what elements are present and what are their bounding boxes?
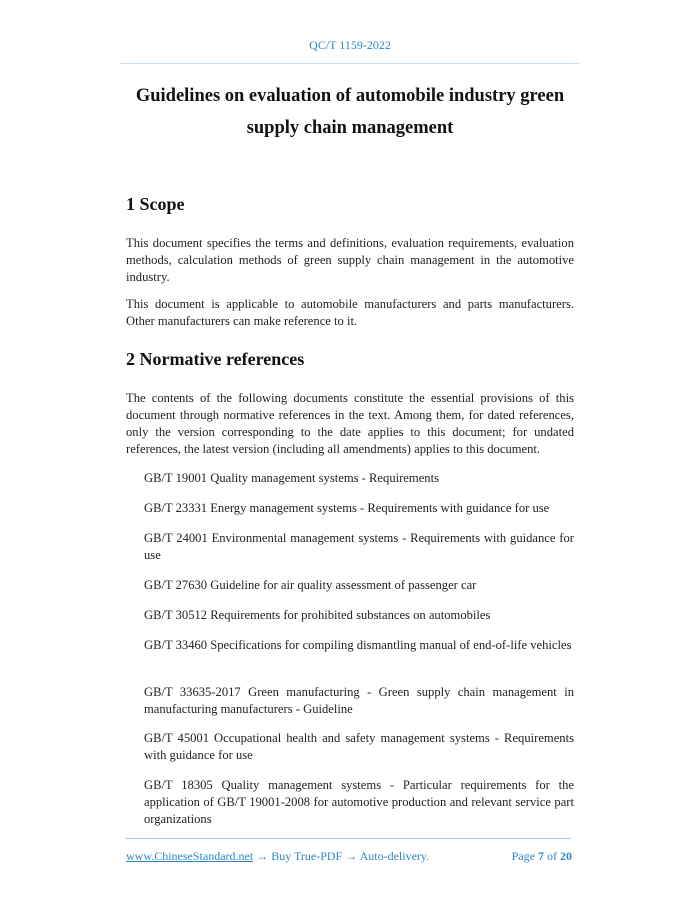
buy-true-pdf-text: Buy True-PDF — [271, 849, 343, 863]
page-label: Page — [511, 849, 535, 863]
document-title-line-1: Guidelines on evaluation of automobile industry green — [135, 86, 565, 106]
header-divider — [120, 63, 580, 64]
arrow-right-icon: → — [345, 849, 358, 863]
reference-item: GB/T 27630 Guideline for air quality assessment of passenger car — [144, 578, 477, 592]
page-total: 20 — [560, 849, 572, 863]
section-heading-normative-references: 2 Normative references — [126, 349, 305, 369]
arrow-right-icon: → — [256, 849, 269, 863]
reference-item: GB/T 33635-2017 Green manufacturing - Green supply chain management in manufacturing manufacturers - Guideline — [144, 685, 574, 716]
reference-item: GB/T 18305 Quality management systems - Particular requirements for the application of GB/T 19001-2008 for automotive production and relevant service part organizations — [144, 778, 574, 826]
reference-item: GB/T 24001 Environmental management systems - Requirements with guidance for use — [144, 531, 574, 562]
page-indicator — [512, 849, 572, 864]
reference-item: GB/T 45001 Occupational health and safety management systems - Requirements with guidance for use — [144, 731, 574, 762]
footer — [126, 849, 572, 864]
scope-paragraph: This document specifies the terms and definitions, evaluation requirements, evaluation methods, calculation methods of green supply chain management in the automotive industry. — [126, 236, 574, 284]
document-code-header: QC/T 1159-2022 — [309, 38, 391, 52]
reference-item: GB/T 33460 Specifications for compiling dismantling manual of end-of-life vehicles — [144, 638, 572, 652]
of-label: of — [547, 849, 557, 863]
reference-item: GB/T 23331 Energy management systems - Requirements with guidance for use — [144, 501, 550, 515]
footer-divider — [125, 838, 571, 839]
chinesestandard-link[interactable]: www.ChineseStandard.net — [126, 849, 254, 863]
normative-intro-paragraph: The contents of the following documents constitute the essential provisions of this document through normative references in the text. Among them, for dated references, only the version corresponding to the date applies to this document; for undated references, the latest version (including all amendments) applies to this document. — [126, 391, 574, 456]
reference-item: GB/T 30512 Requirements for prohibited substances on automobiles — [144, 608, 491, 622]
reference-item: GB/T 19001 Quality management systems - Requirements — [144, 471, 439, 485]
auto-delivery-text: Auto-delivery. — [359, 849, 430, 863]
page-current: 7 — [538, 849, 544, 863]
scope-paragraph: This document is applicable to automobile manufacturers and parts manufacturers. Other manufacturers can make reference to it. — [126, 297, 574, 328]
document-title-line-2: supply chain management — [246, 118, 454, 138]
section-heading-scope: 1 Scope — [126, 194, 185, 214]
